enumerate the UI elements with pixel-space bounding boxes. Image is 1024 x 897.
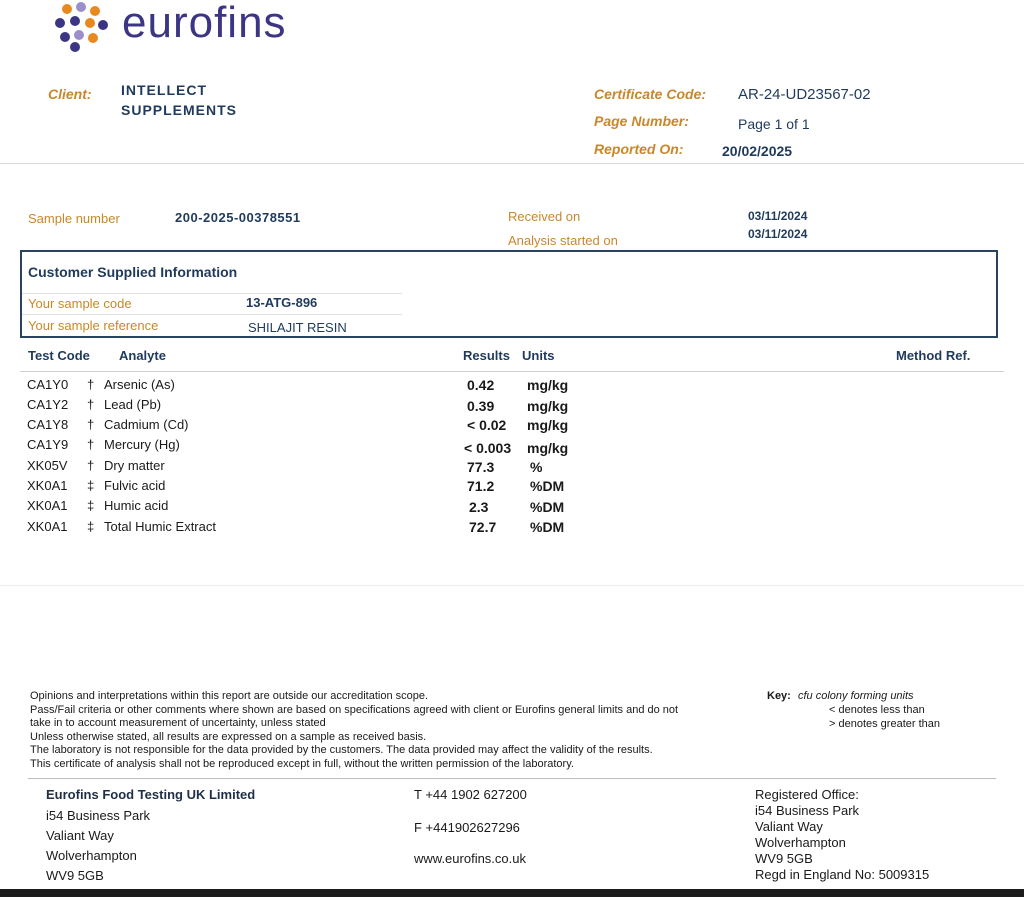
column-header-units: Units — [522, 348, 555, 363]
row-unit: %DM — [530, 519, 565, 535]
table-row — [0, 495, 1024, 515]
results-divider — [0, 585, 1024, 586]
row-test-code: CA1Y0 — [27, 377, 69, 392]
row-accreditation-mark: † — [87, 397, 95, 412]
footer-fax: F +441902627296 — [414, 820, 520, 835]
footer-address-line: i54 Business Park — [46, 808, 151, 823]
row-accreditation-mark: ‡ — [87, 478, 95, 493]
table-row — [0, 435, 1024, 455]
registered-address-line: Wolverhampton — [755, 835, 846, 850]
row-analyte: Humic acid — [104, 498, 169, 513]
row-accreditation-mark: † — [87, 417, 95, 432]
sample-reference-value: SHILAJIT RESIN — [248, 320, 347, 335]
disclaimer-line: Unless otherwise stated, all results are expressed on a sample as received basis. — [30, 730, 427, 743]
column-header-method-ref: Method Ref. — [896, 348, 971, 363]
row-result: < 0.02 — [467, 417, 507, 433]
row-analyte: Cadmium (Cd) — [104, 417, 189, 432]
received-on-label: Received on — [508, 209, 581, 224]
disclaimer-line: take in to account measurement of uncertainty, unless stated — [30, 717, 326, 730]
analysis-started-value: 03/11/2024 — [748, 227, 808, 241]
row-test-code: CA1Y9 — [27, 437, 69, 452]
table-row — [0, 515, 1024, 535]
registered-office-label: Registered Office: — [755, 787, 859, 802]
customer-info-row-divider — [22, 293, 402, 294]
row-test-code: XK0A1 — [27, 478, 68, 493]
row-result: < 0.003 — [464, 440, 512, 456]
row-test-code: XK05V — [27, 458, 68, 473]
row-analyte: Total Humic Extract — [104, 519, 216, 534]
client-name-line2: SUPPLEMENTS — [121, 102, 238, 118]
row-test-code: CA1Y2 — [27, 397, 69, 412]
table-header-divider — [20, 371, 1004, 372]
results-table — [0, 375, 1024, 541]
bottom-edge-bar — [0, 889, 1024, 897]
header-divider — [0, 163, 1024, 164]
client-label: Client: — [48, 86, 92, 102]
row-test-code: XK0A1 — [27, 498, 68, 513]
row-result: 0.42 — [467, 377, 495, 393]
row-analyte: Fulvic acid — [104, 478, 166, 493]
table-row — [0, 415, 1024, 435]
row-analyte: Mercury (Hg) — [104, 437, 180, 452]
footer-address-line: Wolverhampton — [46, 848, 137, 863]
row-accreditation-mark: ‡ — [87, 519, 95, 534]
page-number-value: Page 1 of 1 — [738, 116, 810, 132]
row-accreditation-mark: † — [87, 377, 95, 392]
row-unit: mg/kg — [527, 398, 569, 414]
page-number-label: Page Number: — [594, 113, 689, 129]
table-row — [0, 455, 1024, 475]
row-result: 71.2 — [467, 478, 495, 494]
disclaimer-line: This certificate of analysis shall not be reproduced except in full, without the written permission of the laboratory. — [30, 757, 574, 770]
key-label: Key: — [767, 690, 791, 702]
customer-info-row-divider — [22, 314, 402, 315]
disclaimer-block — [30, 690, 678, 772]
reported-on-value: 20/02/2025 — [722, 143, 793, 159]
column-header-analyte: Analyte — [119, 348, 166, 363]
customer-info-box — [20, 250, 998, 338]
row-result: 2.3 — [469, 499, 489, 515]
row-unit: %DM — [530, 499, 565, 515]
row-accreditation-mark: † — [87, 437, 95, 452]
registered-address-line: WV9 5GB — [755, 851, 813, 866]
logo-mark — [50, 0, 112, 56]
logo-wordmark: eurofins — [122, 0, 287, 47]
row-result: 72.7 — [469, 519, 497, 535]
table-row — [0, 475, 1024, 495]
row-unit: mg/kg — [527, 377, 569, 393]
table-row — [0, 375, 1024, 395]
footer-company-name: Eurofins Food Testing UK Limited — [46, 787, 256, 802]
sample-reference-label: Your sample reference — [28, 318, 159, 333]
row-unit: mg/kg — [527, 417, 569, 433]
row-analyte: Arsenic (As) — [104, 377, 175, 392]
row-analyte: Dry matter — [104, 458, 165, 473]
row-unit: %DM — [530, 478, 565, 494]
row-result: 0.39 — [467, 398, 495, 414]
row-accreditation-mark: ‡ — [87, 498, 95, 513]
sample-number-label: Sample number — [28, 211, 120, 226]
footer-divider — [28, 778, 996, 779]
key-less-than: < denotes less than — [829, 704, 925, 716]
footer-phone: T +44 1902 627200 — [414, 787, 527, 802]
customer-info-title: Customer Supplied Information — [28, 264, 238, 280]
disclaimer-line: The laboratory is not responsible for the data provided by the customers. The data provided may affect the validity of the results. — [30, 744, 653, 757]
table-row — [0, 395, 1024, 415]
row-unit: % — [530, 459, 543, 475]
received-on-value: 03/11/2024 — [748, 209, 808, 223]
column-header-results: Results — [463, 348, 510, 363]
row-result: 77.3 — [467, 459, 495, 475]
row-test-code: CA1Y8 — [27, 417, 69, 432]
disclaimer-line: Opinions and interpretations within this report are outside our accreditation scope. — [30, 690, 429, 702]
footer-website[interactable]: www.eurofins.co.uk — [414, 851, 526, 866]
row-unit: mg/kg — [527, 440, 569, 456]
reported-on-label: Reported On: — [594, 141, 684, 157]
sample-code-label: Your sample code — [28, 296, 132, 311]
footer-address-line: Valiant Way — [46, 828, 114, 843]
column-header-test-code: Test Code — [28, 348, 90, 363]
disclaimer-line: Pass/Fail criteria or other comments where shown are based on specifications agreed with client or Eurofins general limits and do not — [30, 703, 679, 716]
registered-address-line: Valiant Way — [755, 819, 823, 834]
row-accreditation-mark: † — [87, 458, 95, 473]
eurofins-logo — [50, 0, 330, 56]
certificate-code-value: AR-24-UD23567-02 — [738, 86, 871, 103]
registered-address-line: i54 Business Park — [755, 803, 860, 818]
registered-number: Regd in England No: 5009315 — [755, 867, 930, 882]
key-cfu: cfu colony forming units — [798, 690, 914, 702]
sample-code-value: 13-ATG-896 — [246, 295, 318, 310]
row-analyte: Lead (Pb) — [104, 397, 162, 412]
key-greater-than: > denotes greater than — [829, 718, 940, 730]
sample-number-value: 200-2025-00378551 — [175, 210, 301, 225]
client-name-line1: INTELLECT — [121, 82, 207, 98]
certificate-code-label: Certificate Code: — [594, 86, 707, 102]
footer-address-line: WV9 5GB — [46, 868, 104, 883]
row-test-code: XK0A1 — [27, 519, 68, 534]
analysis-started-label: Analysis started on — [508, 233, 618, 248]
